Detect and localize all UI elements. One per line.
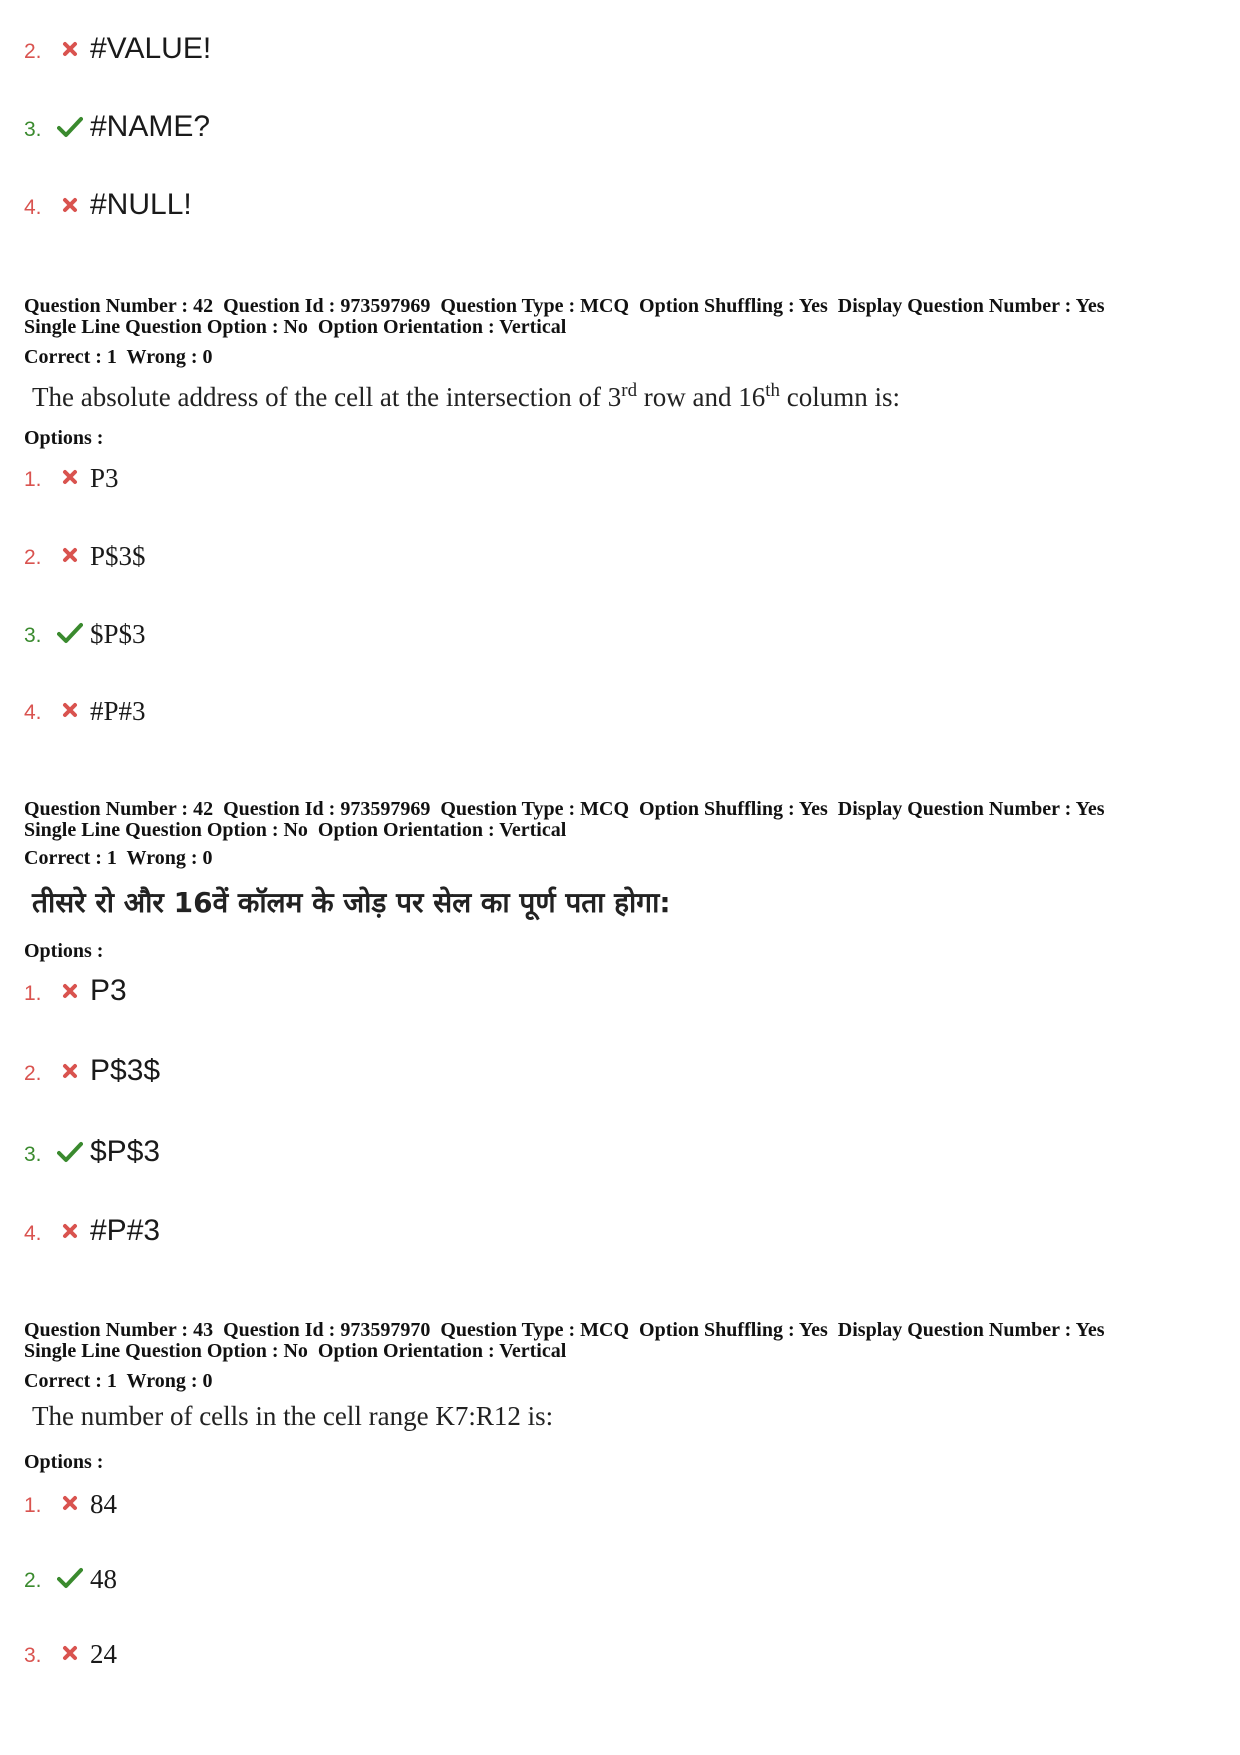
cross-icon: [52, 540, 88, 570]
option-number: 1.: [24, 468, 42, 491]
list-item: [24, 1206, 160, 1246]
option-number: 2.: [24, 1062, 42, 1085]
options-label: Options :: [24, 427, 104, 449]
list-item: [24, 608, 146, 648]
question-meta: [24, 799, 1104, 841]
option-number: 3.: [24, 118, 42, 141]
ordinal-suffix: rd: [621, 380, 638, 401]
question-meta: [24, 1320, 1104, 1362]
meta-line-1: Question Number : 42 Question Id : 973597969 Question Type : MCQ Option Shuffling : Yes Display Question Number : Yes: [24, 295, 1105, 317]
list-item: [24, 685, 146, 725]
meta-line-2: Single Line Question Option : No Option Orientation : Vertical: [24, 1340, 567, 1362]
question-text-part: row and 16: [637, 382, 766, 412]
option-text: 24: [90, 1639, 117, 1669]
list-item: [24, 180, 192, 220]
option-text: #NULL!: [90, 188, 192, 221]
option-number: 4.: [24, 701, 42, 724]
check-icon: [52, 1137, 88, 1167]
option-number: 2.: [24, 1569, 42, 1592]
list-item: [24, 1478, 117, 1518]
option-number: 1.: [24, 1494, 42, 1517]
option-text: 84: [90, 1489, 117, 1519]
cross-icon: [52, 1488, 88, 1518]
option-text: #P#3: [90, 696, 146, 726]
option-number: 3.: [24, 1644, 42, 1667]
question-meta: [24, 296, 1104, 338]
list-item: [24, 966, 127, 1006]
cross-icon: [52, 976, 88, 1006]
option-number: 4.: [24, 1222, 42, 1245]
option-text: P3: [90, 974, 127, 1007]
cross-icon: [52, 1638, 88, 1668]
option-text: P3: [90, 463, 119, 493]
options-label: Options :: [24, 1451, 104, 1473]
list-item: [24, 1046, 160, 1086]
option-text: #P#3: [90, 1214, 161, 1247]
cross-icon: [52, 190, 88, 220]
check-icon: [52, 112, 88, 142]
marks-info: Correct : 1 Wrong : 0: [24, 346, 213, 368]
cross-icon: [52, 462, 88, 492]
question-text-part: column is:: [779, 382, 900, 412]
list-item: [24, 1553, 117, 1593]
check-icon: [52, 1563, 88, 1593]
question-text: The number of cells in the cell range K7:R12 is:: [32, 1401, 554, 1431]
meta-line-2: Single Line Question Option : No Option Orientation : Vertical: [24, 819, 567, 841]
question-text: तीसरे रो और 16वें कॉलम के जोड़ पर सेल का पूर्ण पता होगा:: [32, 886, 671, 919]
cross-icon: [52, 1216, 88, 1246]
option-text: #NAME?: [90, 110, 211, 143]
option-number: 3.: [24, 1143, 42, 1166]
option-number: 2.: [24, 40, 42, 63]
option-number: 1.: [24, 982, 42, 1005]
list-item: [24, 24, 211, 64]
option-text: P$3$: [90, 541, 146, 571]
option-text: 48: [90, 1564, 117, 1594]
meta-line-1: Question Number : 42 Question Id : 973597969 Question Type : MCQ Option Shuffling : Yes Display Question Number : Yes: [24, 798, 1105, 820]
options-label: Options :: [24, 940, 104, 962]
option-text: $P$3: [90, 619, 146, 649]
option-number: 4.: [24, 196, 42, 219]
list-item: [24, 1628, 117, 1668]
option-text: P$3$: [90, 1054, 161, 1087]
list-item: [24, 1127, 160, 1167]
list-item: [24, 530, 146, 570]
cross-icon: [52, 695, 88, 725]
list-item: [24, 102, 210, 142]
meta-line-2: Single Line Question Option : No Option Orientation : Vertical: [24, 316, 567, 338]
marks-info: Correct : 1 Wrong : 0: [24, 1370, 213, 1392]
option-text: #VALUE!: [90, 32, 212, 65]
meta-line-1: Question Number : 43 Question Id : 973597970 Question Type : MCQ Option Shuffling : Yes Display Question Number : Yes: [24, 1319, 1105, 1341]
cross-icon: [52, 1056, 88, 1086]
question-text: [32, 380, 900, 413]
question-text-part: The absolute address of the cell at the intersection of 3: [32, 382, 622, 412]
option-number: 2.: [24, 546, 42, 569]
option-text: $P$3: [90, 1135, 161, 1168]
marks-info: Correct : 1 Wrong : 0: [24, 847, 213, 869]
cross-icon: [52, 34, 88, 64]
list-item: [24, 452, 119, 492]
check-icon: [52, 618, 88, 648]
option-number: 3.: [24, 624, 42, 647]
ordinal-suffix: th: [765, 380, 780, 401]
